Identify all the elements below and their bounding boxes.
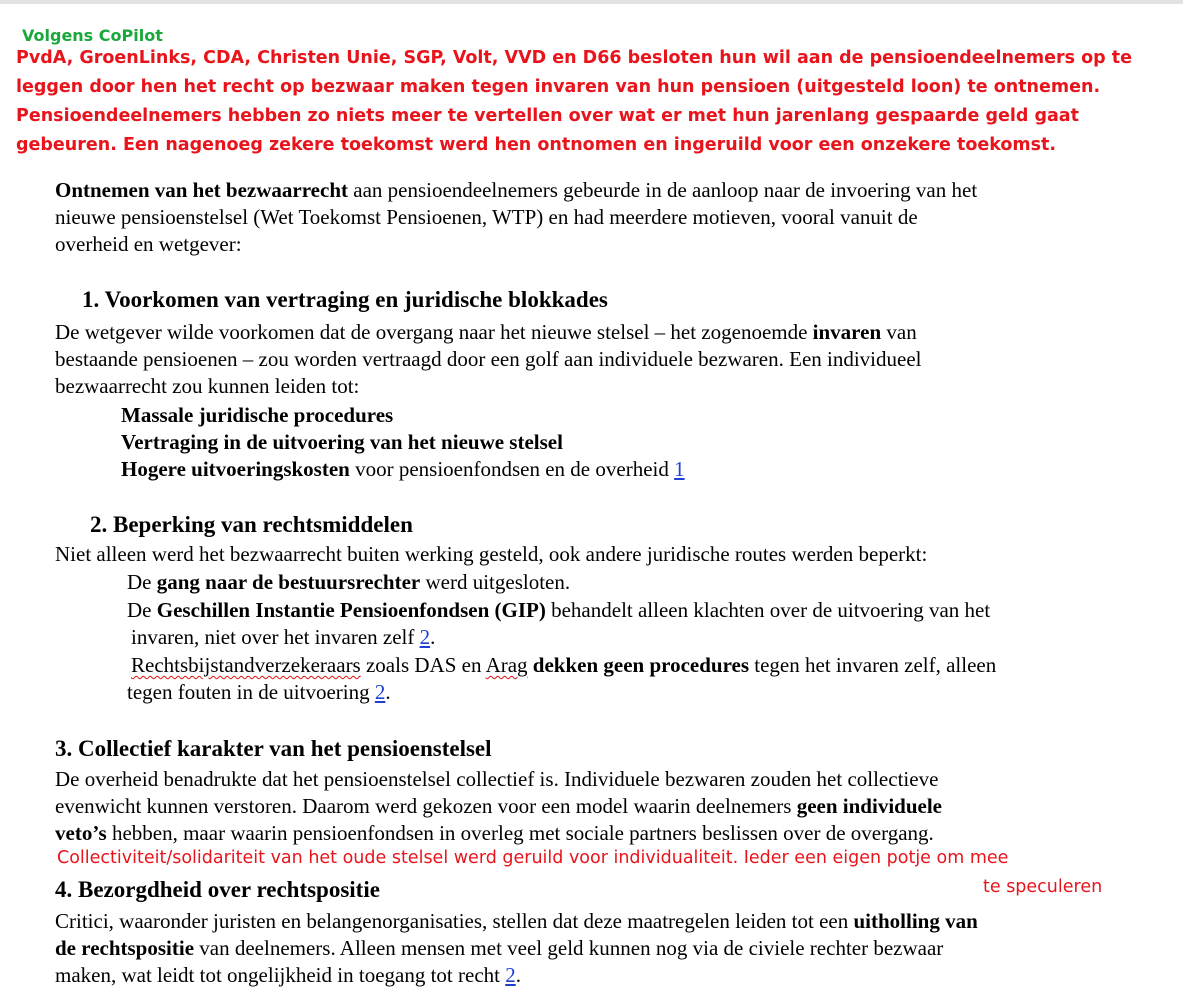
s2-item: De Geschillen Instantie Pensioenfondsen (GIP) behandelt alleen klachten over de uitvoering van het [127, 598, 991, 622]
intro-bold: Ontnemen van het bezwaarrecht [55, 178, 348, 202]
intro-line: nieuwe pensioenstelsel (Wet Toekomst Pensioenen, WTP) en had meerdere motieven, vooral vanuit de [55, 205, 918, 229]
s4-line: de rechtspositie van deelnemers. Alleen mensen met veel geld kunnen nog via de civiele rechter bezwaar [55, 936, 944, 960]
s1-line: bezwaarrecht zou kunnen leiden tot: [55, 374, 360, 398]
note-line: PvdA, GroenLinks, CDA, Christen Unie, SGP, Volt, VVD en D66 besloten hun wil aan de pensioendeelnemers op te [16, 48, 1132, 68]
reference-link[interactable]: 2 [419, 625, 431, 649]
reference-link[interactable]: 2 [505, 963, 516, 987]
section-4-heading: 4. Bezorgdheid over rechtspositie [55, 877, 380, 902]
reference-link[interactable]: 2 [374, 680, 386, 704]
section-1-heading: 1. Voorkomen van vertraging en juridische blokkades [82, 287, 608, 312]
note-line: leggen door hen het recht op bezwaar maken tegen invaren van hun pensioen (uitgesteld loon) te ontnemen. [16, 77, 1101, 97]
section-2-heading: 2. Beperking van rechtsmiddelen [90, 512, 413, 537]
s2-item-cont: tegen fouten in de uitvoering 2. [127, 680, 391, 704]
top-divider [0, 0, 1183, 4]
s2-item-cont: invaren, niet over het invaren zelf 2. [131, 625, 436, 649]
s3-line: veto’s hebben, maar waarin pensioenfondsen in overleg met sociale partners beslissen over de overgang. [55, 821, 934, 845]
note-line: gebeuren. Een nagenoeg zekere toekomst werd hen ontnomen en ingeruild voor een onzekere toekomst. [16, 135, 1057, 155]
s4-line: maken, wat leidt tot ongelijkheid in toegang tot recht 2. [55, 963, 521, 987]
s2-item: Rechtsbijstandverzekeraars zoals DAS en Arag dekken geen procedures tegen het invaren zelf, alleen [131, 653, 997, 677]
s1-bullet: Vertraging in de uitvoering van het nieuwe stelsel [121, 430, 563, 454]
s2-item: De gang naar de bestuursrechter werd uitgesloten. [127, 570, 571, 594]
red-comment: Collectiviteit/solidariteit van het oude stelsel werd geruild voor individualiteit. Ieder een eigen potje om mee [57, 848, 1009, 868]
s4-line: Critici, waaronder juristen en belangenorganisaties, stellen dat deze maatregelen leiden tot een uitholling van [55, 909, 978, 933]
s1-line: bestaande pensioenen – zou worden vertraagd door een golf aan individuele bezwaren. Een individueel [55, 347, 922, 371]
note-line: Pensioendeelnemers hebben zo niets meer te vertellen over wat er met hun jarenlang gespaarde geld gaat [16, 106, 1079, 126]
s1-bullet: Hogere uitvoeringskosten voor pensioenfondsen en de overheid 1 [121, 457, 685, 481]
intro-line: overheid en wetgever: [55, 232, 242, 256]
s3-line: evenwicht kunnen verstoren. Daarom werd gekozen voor een model waarin deelnemers geen individuele [55, 794, 942, 818]
note-title: Volgens CoPilot [22, 26, 163, 45]
s3-line: De overheid benadrukte dat het pensioenstelsel collectief is. Individuele bezwaren zouden het collectieve [55, 767, 939, 791]
s1-bullet: Massale juridische procedures [121, 403, 394, 427]
section-3-heading: 3. Collectief karakter van het pensioenstelsel [55, 736, 492, 761]
s2-line: Niet alleen werd het bezwaarrecht buiten werking gesteld, ook andere juridische routes werden beperkt: [55, 542, 928, 566]
red-comment: te speculeren [983, 877, 1103, 897]
reference-link[interactable]: 1 [674, 457, 685, 481]
intro-line: Ontnemen van het bezwaarrecht aan pensioendeelnemers gebeurde in de aanloop naar de invoering van het [55, 178, 978, 202]
s1-line: De wetgever wilde voorkomen dat de overgang naar het nieuwe stelsel – het zogenoemde invaren van [55, 320, 917, 344]
